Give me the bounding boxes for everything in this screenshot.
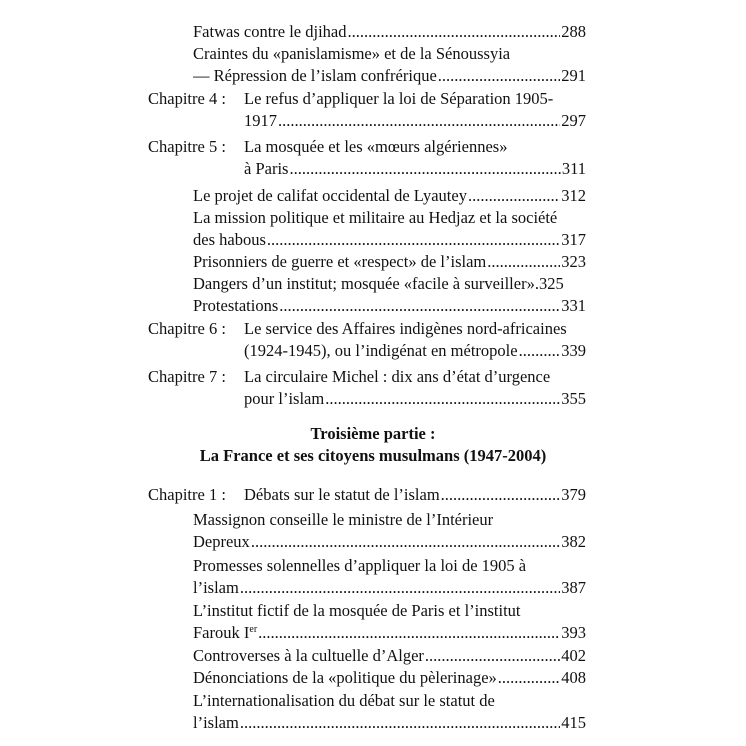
toc-entry-title: — Répression de l’islam confrérique [193, 66, 437, 85]
toc-page-number: 339 [561, 341, 586, 360]
toc-entry [193, 273, 586, 295]
toc-page-number: 297 [561, 111, 586, 130]
leader-dots [258, 622, 560, 644]
toc-page-number: 312 [561, 186, 586, 205]
toc-entry-title: des habous [193, 230, 266, 249]
toc-entry [193, 295, 586, 317]
toc-entry-title: L’institut fictif de la mosquée de Paris et l’institut [193, 601, 521, 620]
toc-page-number: 288 [561, 22, 586, 41]
leader-dots [487, 251, 560, 273]
leader-dots [240, 577, 560, 599]
toc-page-number: 393 [561, 623, 586, 642]
toc-chapter-continuation [244, 158, 586, 180]
toc-chapter [148, 136, 586, 158]
chapter-title: La mosquée et les «mœurs algériennes» [244, 137, 508, 156]
toc-entry-title: Le projet de califat occidental de Lyautey [193, 186, 467, 205]
leader-dots [325, 388, 560, 410]
toc-page-number: 387 [561, 578, 586, 597]
toc-page-number: 317 [561, 230, 586, 249]
chapter-title: Débats sur le statut de l’islam [244, 485, 440, 504]
leader-dots [240, 712, 560, 734]
chapter-label: Chapitre 1 : [148, 485, 226, 504]
leader-dots [279, 295, 560, 317]
chapter-title: La circulaire Michel : dix ans d’état d’urgence [244, 367, 551, 386]
toc-entry-title: L’internationalisation du débat sur le statut de [193, 691, 495, 710]
toc-entry-title: l’islam [193, 713, 239, 732]
toc-entry [193, 207, 586, 229]
toc-page-number: 325 [538, 274, 564, 293]
toc-chapter [148, 484, 586, 506]
toc-entry [193, 251, 586, 273]
toc-entry [193, 185, 586, 207]
toc-page-number: 402 [561, 646, 586, 665]
toc-chapter-continuation [244, 110, 586, 132]
leader-dots [468, 185, 560, 207]
leader-dots [348, 21, 561, 43]
toc-entry-title: Promesses solennelles d’appliquer la loi de 1905 à [193, 556, 527, 575]
toc-entry-title: Prisonniers de guerre et «respect» de l’islam [193, 252, 487, 271]
leader-dots [438, 65, 560, 87]
part-title: Troisième partie : [310, 424, 436, 443]
toc-page-number: 415 [561, 713, 586, 732]
toc-page-number: 323 [561, 252, 586, 271]
leader-dots [289, 158, 560, 180]
chapter-title: à Paris [244, 159, 289, 178]
toc-entry [193, 645, 586, 667]
chapter-title: pour l’islam [244, 389, 325, 408]
chapter-label: Chapitre 4 : [148, 89, 226, 108]
toc-entry-continuation [193, 531, 586, 553]
toc-entry [193, 667, 586, 689]
toc-entry-title: Protestations [193, 296, 279, 315]
toc-entry-continuation [193, 577, 586, 599]
chapter-label: Chapitre 5 : [148, 137, 226, 156]
toc-entry-title: Massignon conseille le ministre de l’Intérieur [193, 510, 494, 529]
toc-page-number: 291 [561, 66, 586, 85]
part-subtitle: La France et ses citoyens musulmans (1947-2004) [199, 446, 547, 465]
toc-entry-title: l’islam [193, 578, 239, 597]
toc-page-number: 382 [561, 532, 586, 551]
leader-dots [425, 645, 560, 667]
toc-entry-continuation [193, 622, 586, 644]
toc-entry [193, 555, 586, 577]
toc-entry-title: Dangers d’un institut; mosquée «facile à surveiller». [193, 274, 539, 293]
toc-entry [193, 21, 586, 43]
toc-entry-title: Dénonciations de la «politique du pèlerinage» [193, 668, 497, 687]
toc-page-number: 331 [561, 296, 586, 315]
leader-dots [278, 110, 560, 132]
toc-entry [193, 690, 586, 712]
toc-entry [193, 509, 586, 531]
leader-dots [441, 484, 561, 506]
toc-entry-title: Fatwas contre le djihad [193, 22, 347, 41]
chapter-title: 1917 [244, 111, 277, 130]
toc-chapter [148, 318, 586, 340]
toc-chapter [148, 366, 586, 388]
toc-entry [193, 600, 586, 622]
toc-entry-title: Depreux [193, 532, 250, 551]
toc-page-number: 379 [561, 485, 586, 504]
chapter-title: (1924-1945), ou l’indigénat en métropole [244, 341, 518, 360]
toc-entry-continuation [193, 712, 586, 734]
leader-dots [519, 340, 561, 362]
toc-entry-title: Controverses à la cultuelle d’Alger [193, 646, 424, 665]
superscript: er [249, 624, 258, 635]
toc-page-number: 355 [561, 389, 586, 408]
toc-chapter-continuation [244, 388, 586, 410]
toc-entry-title: La mission politique et militaire au Hedjaz et la société [193, 208, 558, 227]
toc-entry-continuation [193, 229, 586, 251]
toc-entry-title-text: Farouk I [193, 623, 250, 642]
toc-page-number: 408 [561, 668, 586, 687]
leader-dots [267, 229, 560, 251]
toc-chapter-continuation [244, 340, 586, 362]
leader-dots [251, 531, 560, 553]
chapter-label: Chapitre 7 : [148, 367, 226, 386]
toc-entry [193, 43, 586, 65]
toc-entry-continuation [193, 65, 586, 87]
toc-entry-title: Craintes du «panislamisme» et de la Sénoussyia [193, 44, 511, 63]
chapter-label: Chapitre 6 : [148, 319, 226, 338]
toc-page-number: 311 [561, 159, 586, 178]
toc-entry-title [193, 622, 257, 644]
toc-chapter [148, 88, 586, 110]
chapter-title: Le service des Affaires indigènes nord-africaines [244, 319, 567, 338]
chapter-title: Le refus d’appliquer la loi de Séparation 1905- [244, 89, 554, 108]
leader-dots [498, 667, 560, 689]
